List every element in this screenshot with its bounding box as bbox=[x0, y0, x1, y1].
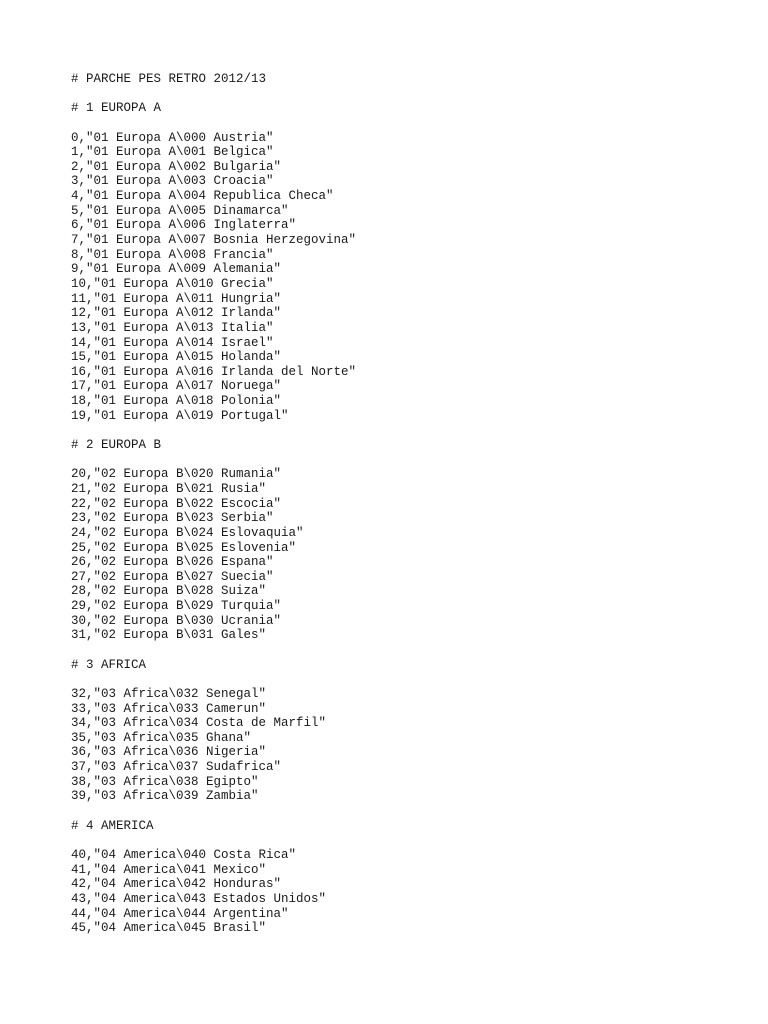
entry-line: 23,"02 Europa B\023 Serbia" bbox=[71, 511, 274, 526]
entry-line: 24,"02 Europa B\024 Eslovaquia" bbox=[71, 525, 304, 540]
entry-line: 36,"03 Africa\036 Nigeria" bbox=[71, 745, 267, 760]
blank-line bbox=[71, 453, 748, 468]
entry-line: 37,"03 Africa\037 Sudafrica" bbox=[71, 760, 282, 775]
entry-line: 29,"02 Europa B\029 Turquia" bbox=[71, 599, 282, 614]
entry-line: 32,"03 Africa\032 Senegal" bbox=[71, 686, 267, 701]
entry-line: 26,"02 Europa B\026 Espana" bbox=[71, 555, 274, 570]
section-heading: # 3 AFRICA bbox=[71, 657, 147, 672]
entry-line: 17,"01 Europa A\017 Noruega" bbox=[71, 379, 282, 394]
blank-line bbox=[71, 833, 748, 848]
entry-line: 35,"03 Africa\035 Ghana" bbox=[71, 730, 252, 745]
entry-line: 11,"01 Europa A\011 Hungria" bbox=[71, 291, 282, 306]
entry-line: 38,"03 Africa\038 Egipto" bbox=[71, 774, 259, 789]
entry-line: 10,"01 Europa A\010 Grecia" bbox=[71, 276, 274, 291]
entry-line: 30,"02 Europa B\030 Ucrania" bbox=[71, 613, 282, 628]
document-page bbox=[71, 72, 748, 936]
entry-line: 13,"01 Europa A\013 Italia" bbox=[71, 320, 274, 335]
entry-line: 45,"04 America\045 Brasil" bbox=[71, 921, 267, 936]
entry-line: 0,"01 Europa A\000 Austria" bbox=[71, 130, 274, 145]
entry-line: 6,"01 Europa A\006 Inglaterra" bbox=[71, 218, 297, 233]
entry-line: 8,"01 Europa A\008 Francia" bbox=[71, 247, 274, 262]
entry-line: 43,"04 America\043 Estados Unidos" bbox=[71, 891, 327, 906]
entry-line: 33,"03 Africa\033 Camerun" bbox=[71, 701, 267, 716]
entry-line: 4,"01 Europa A\004 Republica Checa" bbox=[71, 189, 334, 204]
entry-line: 7,"01 Europa A\007 Bosnia Herzegovina" bbox=[71, 233, 357, 248]
entry-line: 9,"01 Europa A\009 Alemania" bbox=[71, 262, 282, 277]
entry-line: 20,"02 Europa B\020 Rumania" bbox=[71, 467, 282, 482]
blank-line bbox=[71, 423, 748, 438]
entry-line: 18,"01 Europa A\018 Polonia" bbox=[71, 394, 282, 409]
entry-line: 39,"03 Africa\039 Zambia" bbox=[71, 789, 259, 804]
blank-line bbox=[71, 87, 748, 102]
blank-line bbox=[71, 804, 748, 819]
section-heading: # 2 EUROPA B bbox=[71, 438, 162, 453]
entry-line: 16,"01 Europa A\016 Irlanda del Norte" bbox=[71, 364, 357, 379]
entry-line: 40,"04 America\040 Costa Rica" bbox=[71, 847, 297, 862]
entry-line: 21,"02 Europa B\021 Rusia" bbox=[71, 481, 267, 496]
entry-line: 41,"04 America\041 Mexico" bbox=[71, 862, 267, 877]
blank-line bbox=[71, 672, 748, 687]
entry-line: 3,"01 Europa A\003 Croacia" bbox=[71, 174, 274, 189]
section-heading: # 1 EUROPA A bbox=[71, 101, 162, 116]
entry-line: 44,"04 America\044 Argentina" bbox=[71, 906, 289, 921]
entry-line: 22,"02 Europa B\022 Escocia" bbox=[71, 496, 282, 511]
entry-line: 27,"02 Europa B\027 Suecia" bbox=[71, 569, 274, 584]
document-title: # PARCHE PES RETRO 2012/13 bbox=[71, 72, 267, 86]
blank-line bbox=[71, 116, 748, 131]
entry-line: 15,"01 Europa A\015 Holanda" bbox=[71, 350, 282, 365]
entry-line: 19,"01 Europa A\019 Portugal" bbox=[71, 408, 289, 423]
section-heading: # 4 AMERICA bbox=[71, 818, 154, 833]
blank-line bbox=[71, 643, 748, 658]
entry-line: 28,"02 Europa B\028 Suiza" bbox=[71, 584, 267, 599]
entry-line: 25,"02 Europa B\025 Eslovenia" bbox=[71, 540, 297, 555]
entry-line: 42,"04 America\042 Honduras" bbox=[71, 877, 282, 892]
entry-line: 34,"03 Africa\034 Costa de Marfil" bbox=[71, 716, 327, 731]
entry-line: 12,"01 Europa A\012 Irlanda" bbox=[71, 306, 282, 321]
entry-line: 2,"01 Europa A\002 Bulgaria" bbox=[71, 159, 282, 174]
entry-line: 14,"01 Europa A\014 Israel" bbox=[71, 335, 274, 350]
entry-line: 5,"01 Europa A\005 Dinamarca" bbox=[71, 203, 289, 218]
entry-line: 1,"01 Europa A\001 Belgica" bbox=[71, 145, 274, 160]
entry-line: 31,"02 Europa B\031 Gales" bbox=[71, 628, 267, 643]
